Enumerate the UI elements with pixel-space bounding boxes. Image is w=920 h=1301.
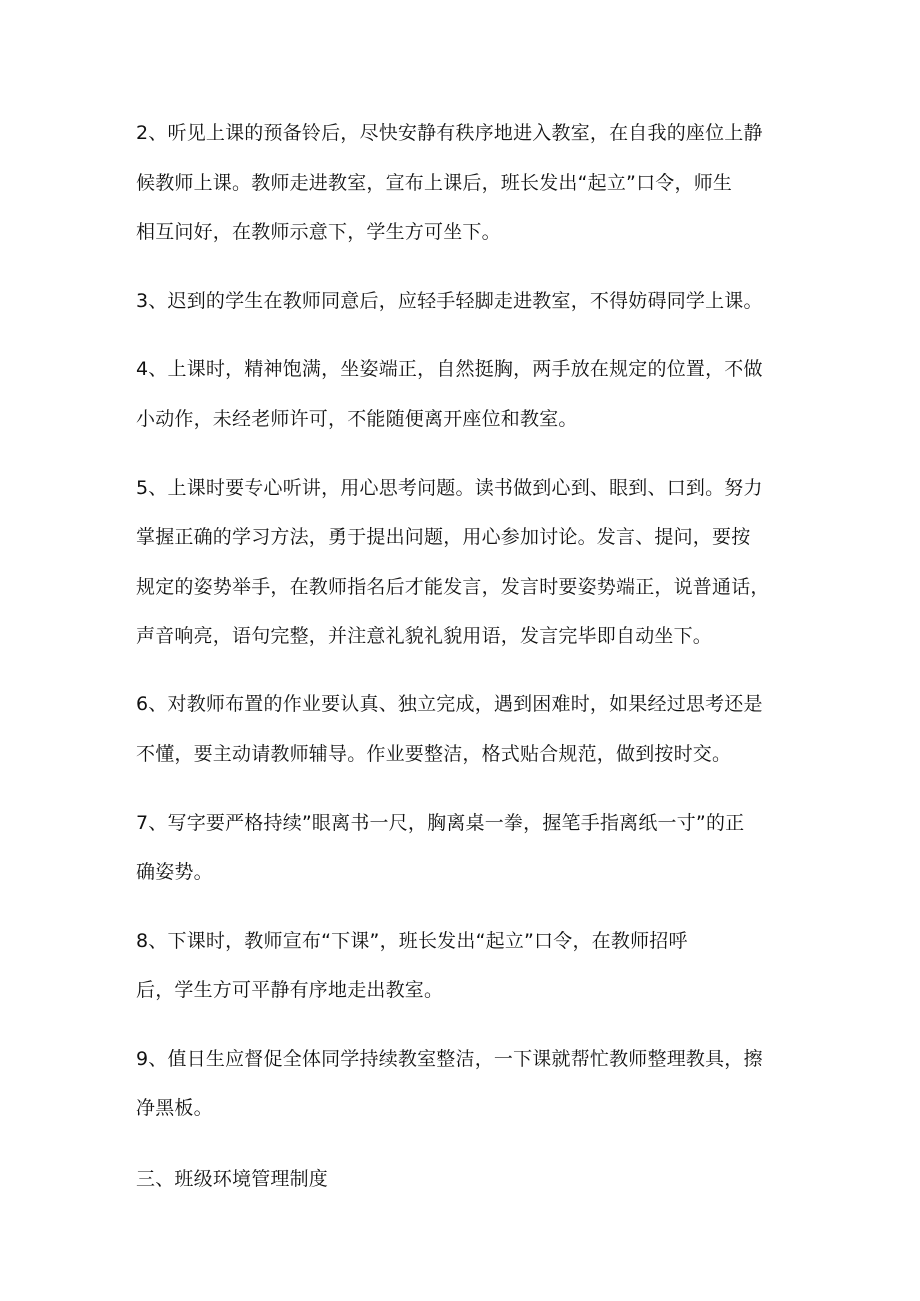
paragraph-9-line-1: 9、值日生应督促全体同学持续教室整洁，一下课就帮忙教师整理教具，擦 (136, 1048, 763, 1070)
paragraph-6-line-2: 不懂，要主动请教师辅导。作业要整洁，格式贴合规范，做到按时交。 (136, 743, 732, 765)
paragraph-2-line-2: 候教师上课。教师走进教室，宣布上课后，班长发出“起立”口令，师生 (136, 172, 733, 194)
paragraph-9-line-2: 净黑板。 (136, 1097, 213, 1119)
paragraph-5-line-1: 5、上课时要专心听讲，用心思考问题。读书做到心到、眼到、口到。努力 (136, 477, 763, 499)
paragraph-2-line-3: 相互问好，在教师示意下，学生方可坐下。 (136, 221, 501, 243)
paragraph-5-line-3: 规定的姿势举手，在教师指名后才能发言，发言时要姿势端正，说普通话， (136, 576, 770, 598)
paragraph-4-line-1: 4、上课时，精神饱满，坐姿端正，自然挺胸，两手放在规定的位置，不做 (136, 358, 763, 380)
paragraph-8-line-1: 8、下课时，教师宣布“下课”，班长发出“起立”口令，在教师招呼 (136, 930, 688, 952)
section-heading: 三、班级环境管理制度 (136, 1168, 329, 1190)
paragraph-7-line-1: 7、写字要严格持续”眼离书一尺，胸离桌一拳，握笔手指离纸一寸”的正 (136, 812, 745, 834)
paragraph-3-line-1: 3、迟到的学生在教师同意后，应轻手轻脚走进教室，不得妨碍同学上课。 (136, 290, 763, 312)
paragraph-4-line-2: 小动作，未经老师许可，不能随便离开座位和教室。 (136, 408, 578, 430)
paragraph-2-line-1: 2、听见上课的预备铃后，尽快安静有秩序地进入教室，在自我的座位上静 (136, 122, 763, 144)
paragraph-6-line-1: 6、对教师布置的作业要认真、独立完成，遇到困难时，如果经过思考还是 (136, 693, 763, 715)
paragraph-7-line-2: 确姿势。 (136, 861, 213, 883)
paragraph-5-line-2: 掌握正确的学习方法，勇于提出问题，用心参加讨论。发言、提问，要按 (136, 526, 751, 548)
paragraph-8-line-2: 后，学生方可平静有序地走出教室。 (136, 979, 444, 1001)
paragraph-5-line-4: 声音响亮，语句完整，并注意礼貌礼貌用语，发言完毕即自动坐下。 (136, 625, 713, 647)
